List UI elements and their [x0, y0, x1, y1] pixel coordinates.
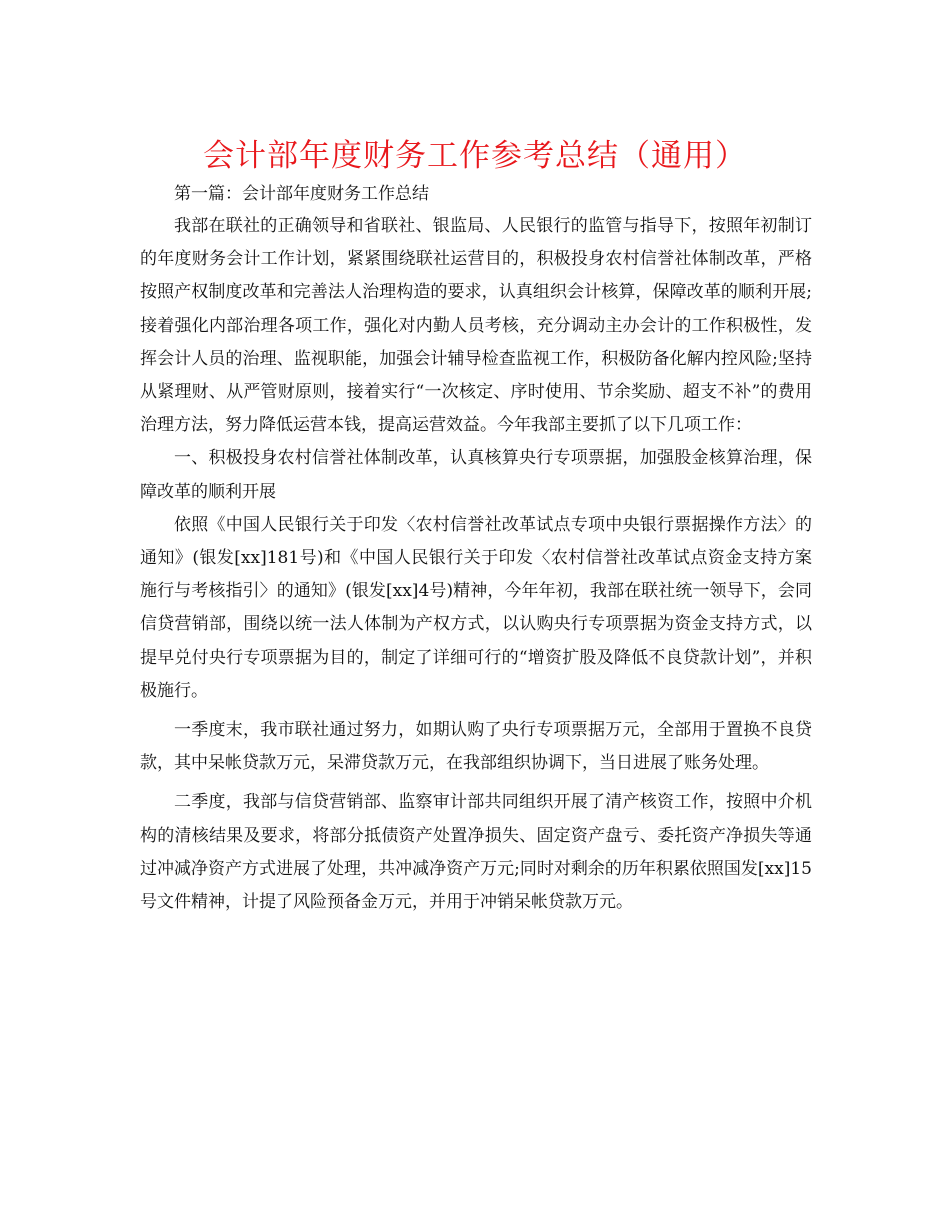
- document-body: [140, 178, 812, 919]
- paragraph: 依照《中国人民银行关于印发〈农村信誉社改革试点专项中央银行票据操作方法〉的通知》(银发[xx]181号)和《中国人民银行关于印发〈农村信誉社改革试点资金支持方案施行与考核指引〉的通知》(银发[xx]4号)精神，今年年初，我部在联社统一领导下，会同信贷营销部，围绕以统一法人体制为产权方式，以认购央行专项票据为资金支持方式，以提早兑付央行专项票据为目的，制定了详细可行的“增资扩股及降低不良贷款计划”，并积极施行。: [140, 514, 812, 701]
- document-title: 会计部年度财务工作参考总结（通用）: [203, 138, 747, 174]
- section-heading: 第一篇：会计部年度财务工作总结: [174, 184, 429, 204]
- paragraph: 一、积极投身农村信誉社体制改革，认真核算央行专项票据，加强股金核算治理，保障改革的顺利开展: [140, 448, 812, 502]
- paragraph: 二季度，我部与信贷营销部、监察审计部共同组织开展了清产核资工作，按照中介机构的清核结果及要求，将部分抵债资产处置净损失、固定资产盘亏、委托资产净损失等通过冲减净资产方式进展了处理，共冲减净资产万元;同时对剩余的历年积累依照国发[xx]15号文件精神，计提了风险预备金万元，并用于冲销呆帐贷款万元。: [140, 792, 812, 913]
- paragraph: 一季度末，我市联社通过努力，如期认购了央行专项票据万元，全部用于置换不良贷款，其中呆帐贷款万元，呆滞贷款万元，在我部组织协调下，当日进展了账务处理。: [140, 720, 812, 774]
- paragraph: 我部在联社的正确领导和省联社、银监局、人民银行的监管与指导下，按照年初制订的年度财务会计工作计划，紧紧围绕联社运营目的，积极投身农村信誉社体制改革，严格按照产权制度改革和完善法人治理构造的要求，认真组织会计核算，保障改革的顺利开展;接着强化内部治理各项工作，强化对内勤人员考核，充分调动主办会计的工作积极性，发挥会计人员的治理、监视职能，加强会计辅导检查监视工作，积极防备化解内控风险;坚持从紧理财、从严管财原则，接着实行“一次核定、序时使用、节余奖励、超支不补”的费用治理方法，努力降低运营本钱，提高运营效益。今年我部主要抓了以下几项工作：: [140, 216, 812, 436]
